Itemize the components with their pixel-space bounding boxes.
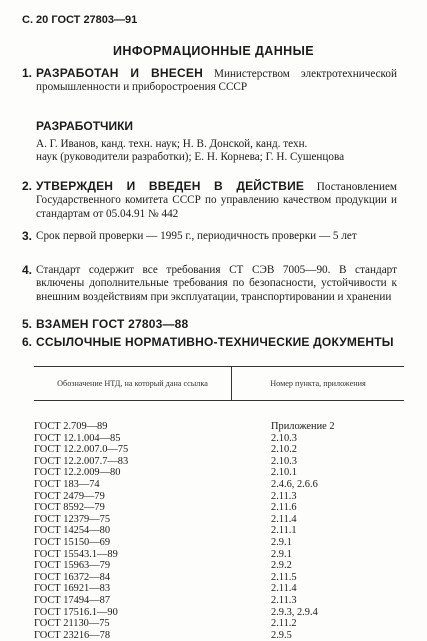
developers-line-1: А. Г. Иванов, канд. техн. наук; Н. В. Донской, канд. техн. xyxy=(36,138,308,150)
cell-clause: 2.11.4 xyxy=(271,583,297,595)
item-caps: УТВЕРЖДЕН И ВВЕДЕН В ДЕЙСТВИЕ xyxy=(36,179,305,193)
item-number: 6. xyxy=(22,335,33,349)
cell-document: ГОСТ 14254—80 xyxy=(34,525,111,537)
cell-clause: 2.4.6, 2.6.6 xyxy=(271,478,318,490)
item-caps: ССЫЛОЧНЫЕ НОРМАТИВНО-ТЕХНИЧЕСКИЕ ДОКУМЕНТЫ xyxy=(36,335,394,349)
cell-clause: Приложение 2 xyxy=(271,421,335,432)
cell-clause: 2.11.6 xyxy=(271,502,297,514)
table-row xyxy=(34,456,404,468)
cell-document: ГОСТ 15963—79 xyxy=(34,560,111,572)
table-row xyxy=(34,444,404,456)
document-title: ИНФОРМАЦИОННЫЕ ДАННЫЕ xyxy=(113,44,314,58)
item-number: 4. xyxy=(22,263,33,277)
cell-clause: 2.10.3 xyxy=(271,455,297,467)
table-row xyxy=(34,630,404,641)
cell-document: ГОСТ 12.2.007.0—75 xyxy=(34,444,129,456)
table-row xyxy=(34,525,404,537)
table-row xyxy=(34,467,404,479)
info-item-1 xyxy=(22,67,397,95)
cell-document: ГОСТ 12.2.007.7—83 xyxy=(34,455,129,467)
info-item-4 xyxy=(22,264,397,304)
table-row xyxy=(34,479,404,491)
cell-document: ГОСТ 183—74 xyxy=(34,478,100,490)
cell-clause: 2.9.5 xyxy=(271,629,292,641)
item-text: Стандарт содержит все требования СТ СЭВ 7005—90. В стандарт включены дополнительные требования по безопасности, устойчивости к внешним воздействиям при эксплуатации, транспортировании и хранении xyxy=(36,264,397,303)
cell-clause: 2.10.1 xyxy=(271,467,297,479)
table-row xyxy=(34,502,404,514)
cell-clause: 2.10.3 xyxy=(271,432,297,444)
developers-line-2: наук (руководители разработки); Е. Н. Корнева; Г. Н. Сушенцова xyxy=(36,151,345,164)
item-caps: РАЗРАБОТАН И ВНЕСЕН xyxy=(36,66,203,80)
item-text: Срок первой проверки — 1995 г., периодичность проверки — 5 лет xyxy=(36,230,357,242)
item-number: 5. xyxy=(22,317,33,331)
cell-clause: 2.11.3 xyxy=(271,594,297,606)
item-number: 1. xyxy=(22,66,33,80)
info-item-5 xyxy=(22,318,397,332)
item-number: 3. xyxy=(22,229,33,243)
cell-clause: 2.10.2 xyxy=(271,444,297,456)
cell-clause: 2.9.1 xyxy=(271,536,292,548)
cell-document: ГОСТ 8592—79 xyxy=(34,502,105,514)
item-text: Постановлением Государственного комитета СССР по управлению качеством продукции и стандартам от 05.04.91 № 442 xyxy=(36,181,397,220)
page-header: С. 20 ГОСТ 27803—91 xyxy=(22,14,138,26)
cell-document: ГОСТ 17494—87 xyxy=(34,594,111,606)
cell-clause: 2.11.2 xyxy=(271,618,297,630)
cell-clause: 2.11.3 xyxy=(271,490,297,502)
info-item-2 xyxy=(22,180,397,221)
cell-clause: 2.9.3, 2.9.4 xyxy=(271,606,318,618)
cell-clause: 2.11.1 xyxy=(271,525,297,537)
table-row xyxy=(34,514,404,526)
cell-document: ГОСТ 12.2.009—80 xyxy=(34,467,121,479)
table-row xyxy=(34,560,404,572)
cell-clause: 2.11.4 xyxy=(271,513,297,525)
developers-heading: РАЗРАБОТЧИКИ xyxy=(36,119,134,133)
cell-document: ГОСТ 21130—75 xyxy=(34,618,110,630)
cell-document: ГОСТ 12.1.004—85 xyxy=(34,432,121,444)
table-row xyxy=(34,595,404,607)
cell-document: ГОСТ 23216—78 xyxy=(34,629,111,641)
table-header xyxy=(34,366,404,401)
table-row xyxy=(34,607,404,619)
cell-document: ГОСТ 2479—79 xyxy=(34,490,105,502)
item-text: Министерством электротехнической промышленности и приборостроения СССР xyxy=(36,68,397,94)
cell-document: ГОСТ 15543.1—89 xyxy=(34,548,118,560)
cell-clause: 2.9.2 xyxy=(271,560,292,572)
table-body xyxy=(34,421,404,641)
table-row xyxy=(34,421,404,433)
table-row xyxy=(34,537,404,549)
developers-list xyxy=(36,138,397,165)
cell-clause: 2.9.1 xyxy=(271,548,292,560)
cell-document: ГОСТ 16921—83 xyxy=(34,583,111,595)
cell-document: ГОСТ 15150—69 xyxy=(34,536,111,548)
cell-document: ГОСТ 2.709—89 xyxy=(34,421,108,432)
table-row xyxy=(34,572,404,584)
references-table xyxy=(34,366,404,641)
column-header-document: Обозначение НТД, на который дана ссылка xyxy=(34,367,232,400)
item-caps: ВЗАМЕН ГОСТ 27803—88 xyxy=(36,317,189,331)
table-row xyxy=(34,549,404,561)
info-item-6 xyxy=(22,336,397,350)
info-item-3 xyxy=(22,230,397,243)
item-number: 2. xyxy=(22,179,33,193)
table-row xyxy=(34,618,404,630)
column-header-clause: Номер пункта, приложения xyxy=(270,378,366,388)
cell-document: ГОСТ 17516.1—90 xyxy=(34,606,118,618)
cell-document: ГОСТ 12379—75 xyxy=(34,513,111,525)
cell-clause: 2.11.5 xyxy=(271,571,297,583)
table-row xyxy=(34,433,404,445)
cell-document: ГОСТ 16372—84 xyxy=(34,571,111,583)
table-row xyxy=(34,583,404,595)
table-row xyxy=(34,491,404,503)
